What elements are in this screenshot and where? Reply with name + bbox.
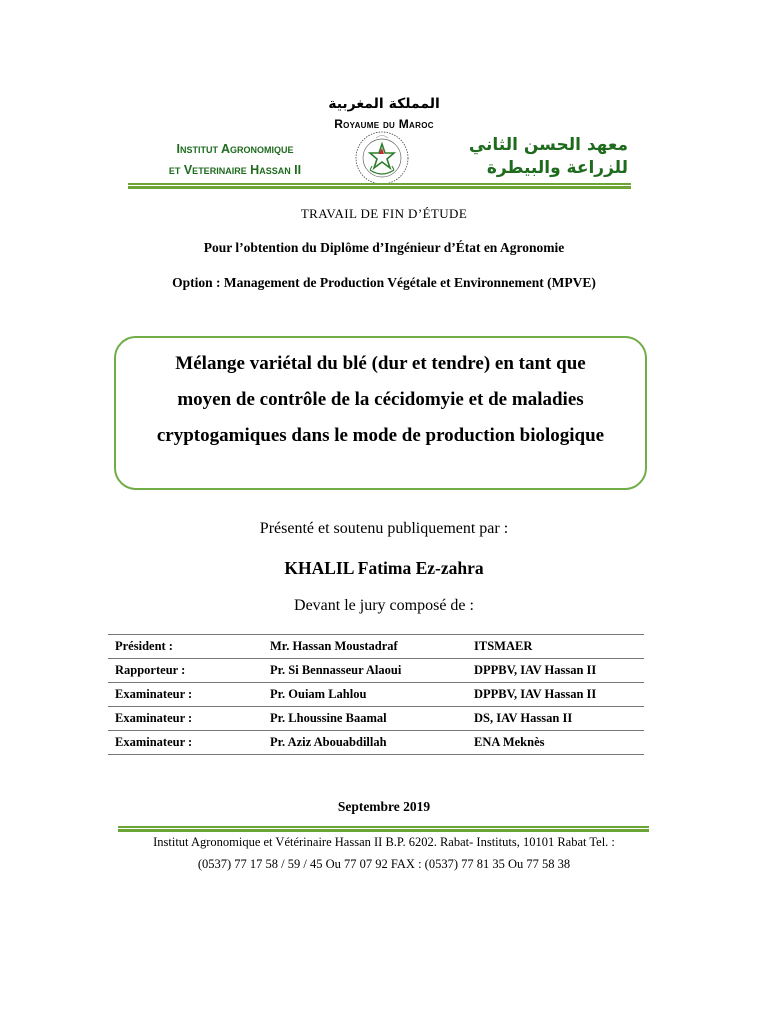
document-type: TRAVAIL DE FIN D’ÉTUDE	[300, 206, 468, 221]
presented-by-label: Présenté et soutenu publiquement par :	[259, 520, 509, 537]
institute-name-fr-line1: Institut Agronomique	[176, 142, 294, 156]
institute-seal-logo	[346, 130, 418, 186]
footer-divider	[118, 826, 649, 832]
table-row	[108, 659, 644, 683]
jury-affiliation: DS, IAV Hassan II	[474, 711, 573, 725]
footer-address-line1: Institut Agronomique et Vétérinaire Hassan II B.P. 6202. Rabat- Instituts, 10101 Rabat Tel. :	[153, 835, 615, 849]
jury-intro-label: Devant le jury composé de :	[294, 597, 474, 614]
author-name: KHALIL Fatima Ez-zahra	[284, 558, 484, 578]
defense-date: Septembre 2019	[337, 799, 431, 814]
kingdom-label: Royaume du Maroc	[334, 117, 434, 131]
jury-table	[108, 634, 644, 755]
jury-name: Mr. Hassan Moustadraf	[270, 639, 398, 653]
jury-name: Pr. Aziz Abouabdillah	[270, 735, 387, 749]
option-line: Option : Management de Production Végétale et Environnement (MPVE)	[172, 275, 596, 290]
thesis-title	[116, 346, 645, 454]
institute-name-ar-line1: معهد الحسن الثاني	[468, 135, 628, 155]
jury-affiliation: DPPBV, IAV Hassan II	[474, 687, 597, 701]
jury-name: Pr. Ouiam Lahlou	[270, 687, 367, 701]
jury-role: Rapporteur :	[115, 663, 186, 677]
thesis-title-line: Mélange variétal du blé (dur et tendre) en tant que	[175, 353, 586, 374]
diploma-line: Pour l’obtention du Diplôme d’Ingénieur d’État en Agronomie	[203, 240, 565, 255]
thesis-title-line: moyen de contrôle de la cécidomyie et de maladies	[177, 389, 584, 410]
header-divider	[128, 183, 631, 189]
kingdom-arabic-label: المملكة المغربية	[328, 96, 440, 112]
table-row	[108, 731, 644, 755]
table-row	[108, 707, 644, 731]
thesis-title-box	[114, 336, 647, 490]
table-row	[108, 635, 644, 659]
jury-affiliation: DPPBV, IAV Hassan II	[474, 663, 597, 677]
jury-affiliation: ITSMAER	[474, 639, 533, 653]
jury-role: Président :	[115, 639, 173, 653]
jury-name: Pr. Si Bennasseur Alaoui	[270, 663, 402, 677]
jury-role: Examinateur :	[115, 735, 193, 749]
thesis-title-line: cryptogamiques dans le mode de production biologique	[156, 425, 605, 446]
jury-affiliation: ENA Meknès	[474, 735, 545, 749]
institute-name-fr-line2: et Veterinaire Hassan II	[168, 163, 302, 177]
jury-role: Examinateur :	[115, 687, 193, 701]
seal-icon	[346, 130, 418, 186]
jury-name: Pr. Lhoussine Baamal	[270, 711, 387, 725]
jury-role: Examinateur :	[115, 711, 193, 725]
footer-address-line2: (0537) 77 17 58 / 59 / 45 Ou 77 07 92 FAX : (0537) 77 81 35 Ou 77 58 38	[197, 857, 571, 871]
institute-name-ar-line2: للزراعة والبيطرة	[486, 158, 628, 178]
table-row	[108, 683, 644, 707]
